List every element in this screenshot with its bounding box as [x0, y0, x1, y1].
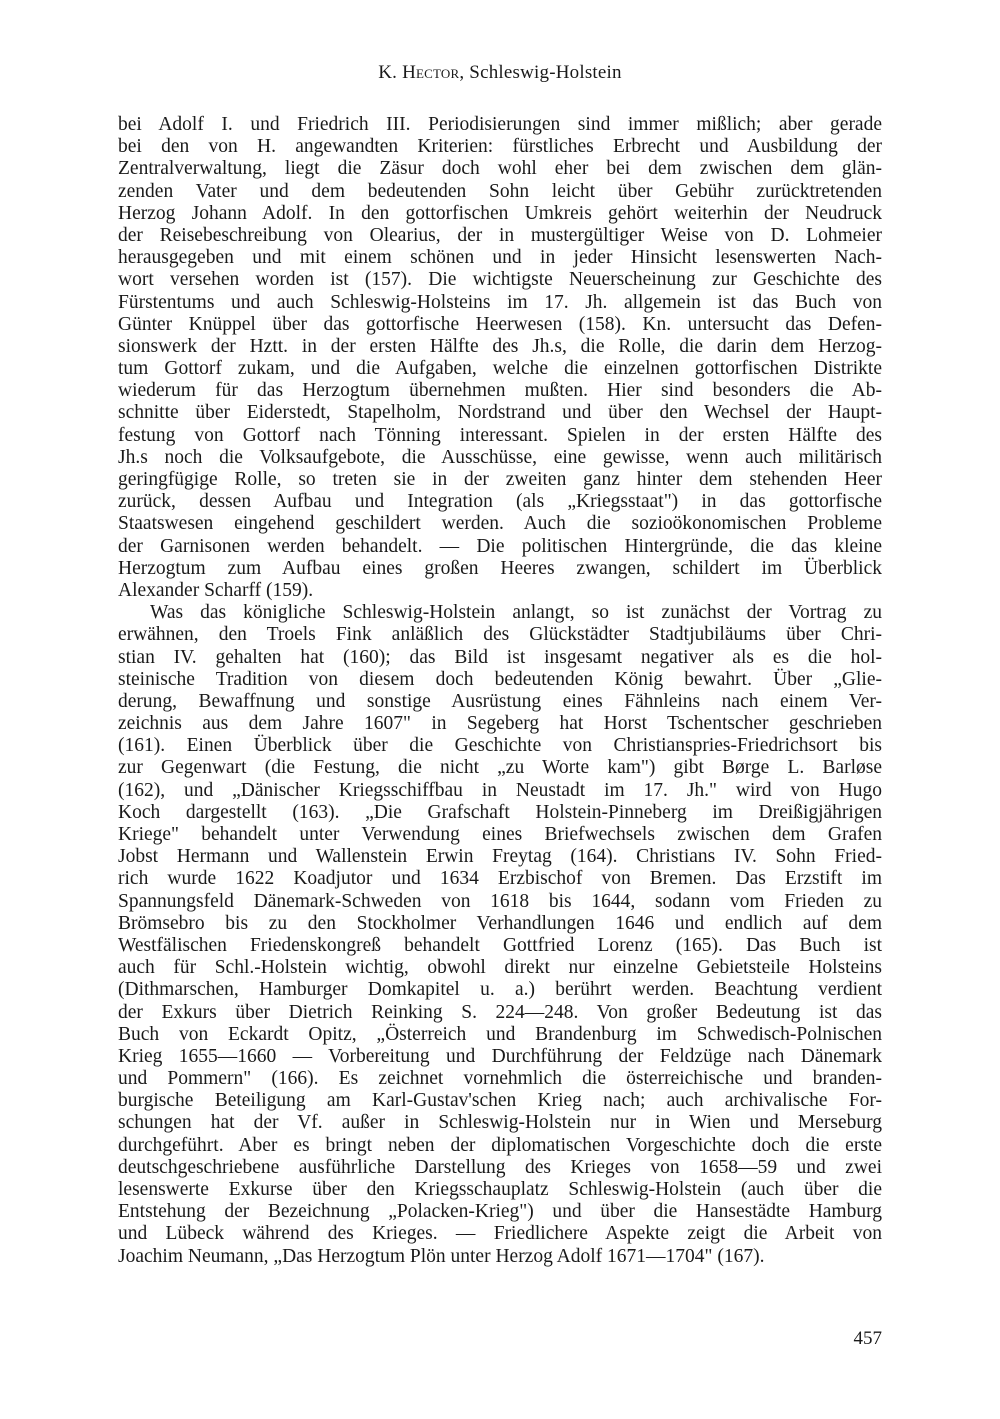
text-line: durchgeführt. Aber es bringt neben der diplomatischen Vorgeschichte doch die erste — [118, 1134, 882, 1156]
text-line: schnitte über Eiderstedt, Stapelholm, Nordstrand und über den Wechsel der Haupt- — [118, 402, 882, 424]
text-line: herausgegeben und mit einem schönen und in jeder Hinsicht lesenswerten Nach- — [118, 247, 882, 269]
text-line: (Dithmarschen, Hamburger Domkapitel u. a.) berührt werden. Beachtung verdient — [118, 979, 882, 1001]
text-line: Spannungsfeld Dänemark-Schweden von 1618 bis 1644, sodann vom Frieden zu — [118, 890, 882, 912]
text-line: Fürstentums und auch Schleswig-Holsteins im 17. Jh. allgemein ist das Buch von — [118, 291, 882, 313]
text-line: Buch von Eckardt Opitz, „Österreich und Brandenburg im Schwedisch-Polnischen — [118, 1023, 882, 1045]
text-line: erwähnen, den Troels Fink anläßlich des Glückstädter Stadtjubiläums über Chri- — [118, 624, 882, 646]
text-line: Zentralverwaltung, liegt die Zäsur doch wohl eher bei dem zwischen dem glän- — [118, 158, 882, 180]
text-line: schungen hat der Vf. außer in Schleswig-Holstein nur in Wien und Merseburg — [118, 1112, 882, 1134]
text-line: festung von Gottorf nach Tönning interessant. Spielen in der ersten Hälfte des — [118, 424, 882, 446]
text-line: Koch dargestellt (163). „Die Grafschaft Holstein-Pinneberg im Dreißigjährigen — [118, 801, 882, 823]
text-line: rich wurde 1622 Koadjutor und 1634 Erzbischof von Bremen. Das Erzstift im — [118, 868, 882, 890]
text-line: (162), und „Dänischer Kriegsschiffbau in Neustadt im 17. Jh." wird von Hugo — [118, 779, 882, 801]
text-line: bei den von H. angewandten Kriterien: fürstliches Erbrecht und Ausbildung der — [118, 136, 882, 158]
text-line: Was das königliche Schleswig-Holstein anlangt, so ist zunächst der Vortrag zu — [150, 602, 882, 624]
text-line: Jh.s noch die Volksaufgebote, die Ausschüsse, eine gewisse, wenn auch militärisch — [118, 446, 882, 468]
running-head-author: K. Hector, — [378, 62, 465, 83]
text-line: stian IV. gehalten hat (160); das Bild ist insgesamt negativer als es die hol- — [118, 646, 882, 668]
text-line: Joachim Neumann, „Das Herzogtum Plön unter Herzog Adolf 1671—1704" (167). — [118, 1245, 765, 1267]
text-line: sionswerk der Hztt. in der ersten Hälfte des Jh.s, die Rolle, die darin dem Herzog- — [118, 335, 882, 357]
text-line: zur Gegenwart (die Festung, die nicht „zu Worte kam") gibt Børge L. Barløse — [118, 757, 882, 779]
text-line: derung, Bewaffnung und sonstige Ausrüstung eines Fähnleins nach einem Ver- — [118, 690, 882, 712]
running-head — [118, 62, 882, 84]
text-line: Günter Knüppel über das gottorfische Heerwesen (158). Kn. untersucht das Defen- — [118, 313, 882, 335]
page-number: 457 — [853, 1328, 882, 1349]
paragraph — [118, 602, 882, 1268]
text-line: auch für Schl.-Holstein wichtig, obwohl direkt nur einzelne Gebietsteile Holsteins — [118, 957, 882, 979]
text-line: Herzogtum zum Aufbau eines großen Heeres zwangen, schildert im Überblick — [118, 557, 882, 579]
text-line: Entstehung der Bezeichnung „Polacken-Krieg") und über die Hansestädte Hamburg — [118, 1201, 882, 1223]
text-line: Jobst Hermann und Wallenstein Erwin Freytag (164). Christians IV. Sohn Fried- — [118, 846, 882, 868]
text-line: deutschgeschriebene ausführliche Darstellung des Krieges von 1658—59 und zwei — [118, 1156, 882, 1178]
text-line: und Pommern" (166). Es zeichnet vornehmlich die österreichische und branden- — [118, 1068, 882, 1090]
text-line: bei Adolf I. und Friedrich III. Periodisierungen sind immer mißlich; aber gerade — [118, 114, 882, 135]
text-line: und Lübeck während des Krieges. — Friedlichere Aspekte zeigt die Arbeit von — [118, 1223, 882, 1245]
text-line: wort versehen worden ist (157). Die wichtigste Neuerscheinung zur Geschichte des — [118, 269, 882, 291]
text-line: (161). Einen Überblick über die Geschichte von Christianspries-Friedrichsort bis — [118, 735, 882, 757]
text-line: der Exkurs über Dietrich Reinking S. 224—248. Von großer Bedeutung ist das — [118, 1001, 882, 1023]
text-line: der Reisebeschreibung von Olearius, der in mustergültiger Weise von D. Lohmeier — [118, 224, 882, 246]
text-line: zeichnis aus dem Jahre 1607" in Segeberg hat Horst Tschentscher geschrieben — [118, 713, 882, 735]
text-line: tum Gottorf zukam, und die Aufgaben, welche die einzelnen gottorfischen Distrikte — [118, 358, 882, 380]
paragraph — [118, 114, 882, 602]
text-line: Brömsebro bis zu den Stockholmer Verhandlungen 1646 und endlich auf dem — [118, 912, 882, 934]
text-line: steinische Tradition von diesem doch bedeutenden König bewahrt. Über „Glie- — [118, 668, 882, 690]
running-head-title: Schleswig-Holstein — [469, 62, 622, 83]
text-line: zenden Vater und dem bedeutenden Sohn leicht über Gebühr zurücktretenden — [118, 180, 882, 202]
text-line: Herzog Johann Adolf. In den gottorfischen Umkreis gehört weiterhin der Neudruck — [118, 202, 882, 224]
text-line: Krieg 1655—1660 — Vorbereitung und Durchführung der Feldzüge nach Dänemark — [118, 1045, 882, 1067]
text-line: geringfügige Rolle, so treten sie in der zweiten ganz hinter dem stehenden Heer — [118, 469, 882, 490]
text-line: lesenswerte Exkurse über den Kriegsschauplatz Schleswig-Holstein (auch über die — [118, 1179, 882, 1200]
text-line: Alexander Scharff (159). — [118, 579, 314, 601]
text-line: Westfälischen Friedenskongreß behandelt Gottfried Lorenz (165). Das Buch ist — [118, 934, 882, 956]
text-line: der Garnisonen werden behandelt. — Die politischen Hintergründe, die das kleine — [118, 535, 882, 557]
text-line: zurück, dessen Aufbau und Integration (als „Kriegsstaat") in das gottorfische — [118, 491, 882, 513]
text-line: Kriege" behandelt unter Verwendung eines Briefwechsels zwischen dem Grafen — [118, 824, 882, 845]
body-text — [118, 114, 882, 1268]
text-line: wiederum für das Herzogtum übernehmen mußten. Hier sind besonders die Ab- — [118, 380, 882, 402]
text-line: burgische Beteiligung am Karl-Gustav'schen Krieg nach; auch archivalische For- — [118, 1090, 882, 1112]
text-line: Staatswesen eingehend geschildert werden. Auch die sozioökonomischen Probleme — [118, 513, 882, 535]
